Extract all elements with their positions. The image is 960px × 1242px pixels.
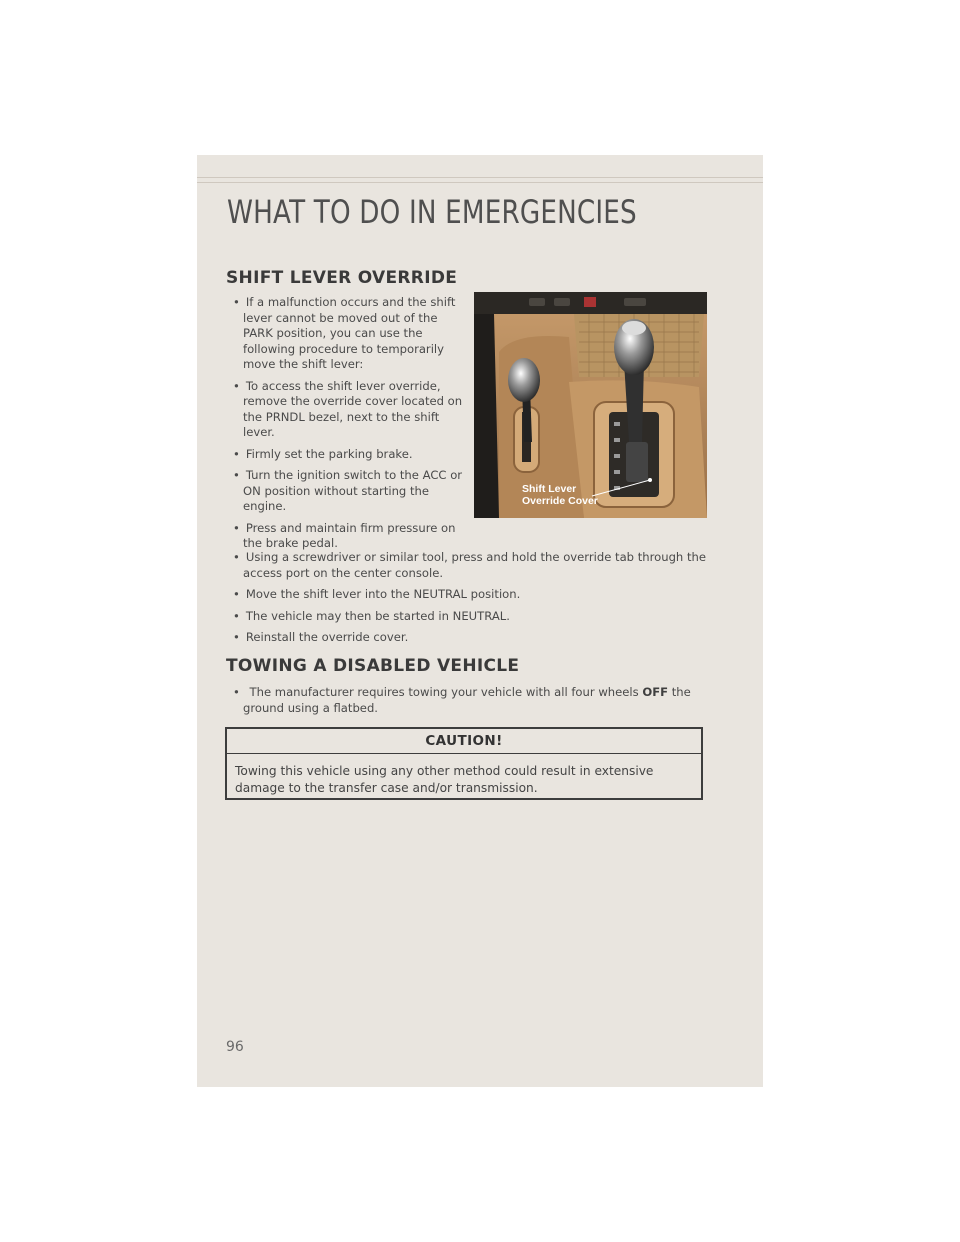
- shift-override-steps-top: [219, 295, 469, 558]
- photo-label-line1: Shift Lever: [522, 483, 577, 495]
- chapter-title: WHAT TO DO IN EMERGENCIES: [227, 193, 637, 231]
- manual-page: [197, 155, 763, 1087]
- caution-body: Towing this vehicle using any other method could result in extensive damage to the transfer case and/or transmission.: [235, 764, 654, 795]
- list-item: • Turn the ignition switch to the ACC or ON position without starting the engine.: [219, 468, 469, 515]
- top-rule: [197, 177, 763, 178]
- towing-bullet-text-end: the ground using a flatbed.: [243, 685, 691, 715]
- list-item: • To access the shift lever override, remove the override cover located on the PRNDL bezel, next to the shift lever.: [219, 379, 469, 441]
- list-item: [219, 685, 709, 716]
- section-heading-shift-lever-override: SHIFT LEVER OVERRIDE: [226, 268, 458, 288]
- caution-box: [225, 727, 703, 800]
- list-item: • The vehicle may then be started in NEUTRAL.: [219, 609, 719, 625]
- list-item: • Using a screwdriver or similar tool, press and hold the override tab through the access port on the center console.: [219, 550, 719, 581]
- list-item: • Press and maintain firm pressure on the brake pedal.: [219, 521, 469, 552]
- section-heading-towing: TOWING A DISABLED VEHICLE: [226, 656, 520, 676]
- list-item: • Firmly set the parking brake.: [219, 447, 469, 463]
- caution-title: CAUTION!: [227, 729, 701, 754]
- list-item: • Move the shift lever into the NEUTRAL position.: [219, 587, 719, 603]
- top-rule-inner: [197, 182, 763, 183]
- towing-bullet-text: The manufacturer requires towing your vehicle with all four wheels: [249, 685, 639, 699]
- list-item: • Reinstall the override cover.: [219, 630, 719, 646]
- list-item: • If a malfunction occurs and the shift lever cannot be moved out of the PARK position, you can use the following procedure to temporarily move the shift lever:: [219, 295, 469, 373]
- photo-label-line2: Override Cover: [522, 495, 598, 507]
- towing-bullets: [219, 685, 709, 722]
- page-number: 96: [226, 1039, 244, 1055]
- shift-lever-photo: [474, 292, 707, 518]
- towing-bullet-emphasis: OFF: [642, 685, 669, 699]
- shift-override-steps-bottom: [219, 550, 719, 652]
